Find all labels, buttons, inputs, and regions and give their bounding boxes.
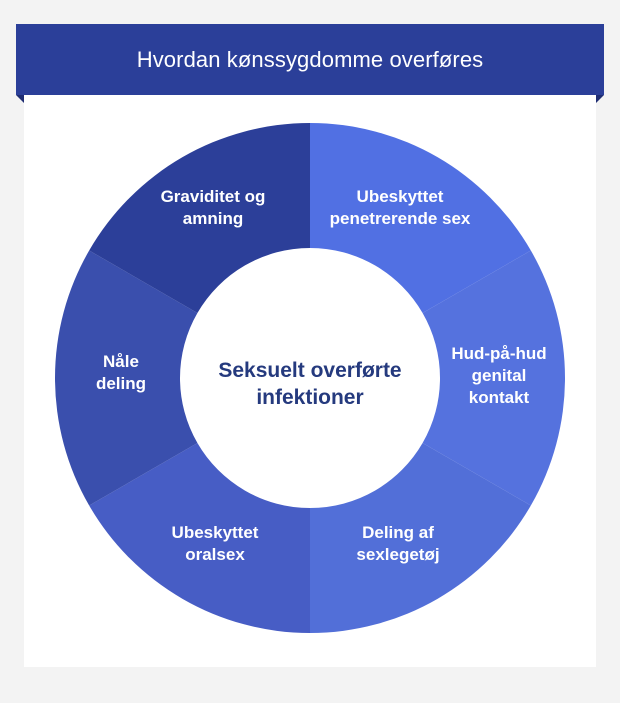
segment-label-needle-sharing: Nåle deling <box>95 352 147 393</box>
center-label: Seksuelt overførte infektioner <box>218 359 402 409</box>
segment-label-sex-toys: Deling af sexlegetøj <box>356 523 440 564</box>
segment-label-penetrative-sex: Ubeskyttet penetrerende sex <box>329 187 471 228</box>
segment-label-skin-contact: Hud-på-hud genital kontakt <box>451 344 547 407</box>
segment-label-pregnancy: Graviditet og amning <box>160 187 266 228</box>
page-title: Hvordan kønssygdomme overføres <box>136 46 484 72</box>
segment-label-oral-sex: Ubeskyttet oralsex <box>171 523 259 564</box>
